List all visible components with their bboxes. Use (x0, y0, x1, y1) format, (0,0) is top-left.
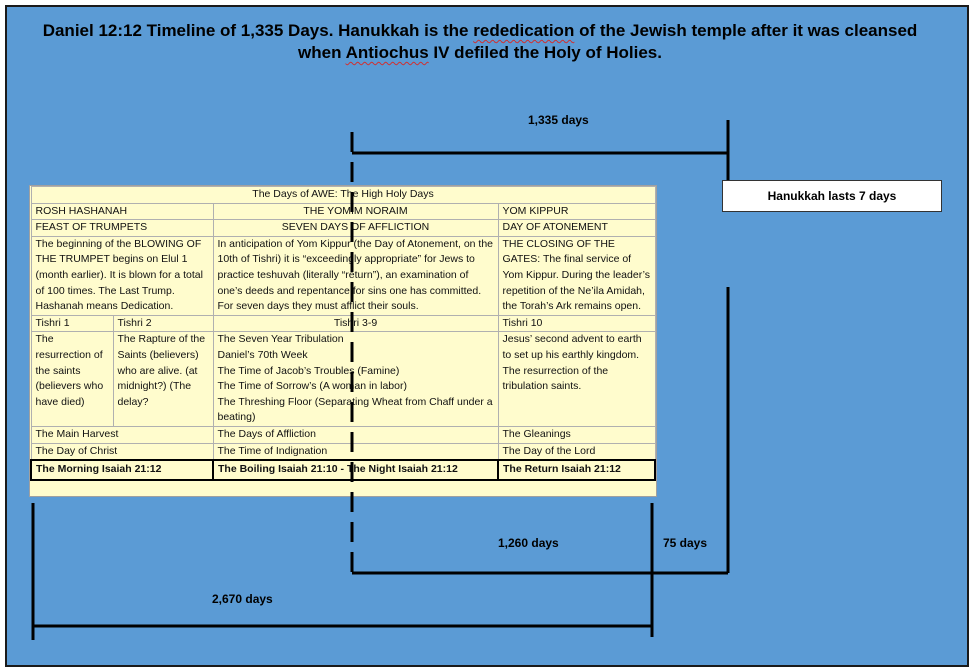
label-75-days: 75 days (663, 536, 708, 550)
table-header: The Days of AWE: The High Holy Days (31, 187, 655, 204)
label-1335-days: 1,335 days (528, 113, 589, 127)
cell-resurrection: The resurrection of the saints (believers who have died) (31, 332, 113, 427)
cell-tishri-10: Tishri 10 (498, 315, 655, 332)
cell-rapture: The Rapture of the Saints (believers) who are alive. (at midnight?) (The delay? (113, 332, 213, 427)
cell-tribulation: The Seven Year Tribulation Daniel’s 70th Week The Time of Jacob’s Troubles (Famine) The Time of Sorrow’s (A woman in labor) The Threshing Floor (Separating Wheat from Chaff under a beating) (213, 332, 498, 427)
cell-day-of-atonement: DAY OF ATONEMENT (498, 220, 655, 237)
cell-time-of-indignation: The Time of Indignation (213, 443, 498, 460)
cell-closing-gates-desc: THE CLOSING OF THE GATES: The final service of Yom Kippur. During the leader’s repetition of the Ne’ila Amidah, the Torah’s Ark remains open. (498, 236, 655, 315)
cell-rosh-hashanah: ROSH HASHANAH (31, 203, 213, 220)
cell-gleanings: The Gleanings (498, 426, 655, 443)
cell-tishri-2: Tishri 2 (113, 315, 213, 332)
cell-yom-kippur: YOM KIPPUR (498, 203, 655, 220)
cell-the-return: The Return Isaiah 21:12 (498, 460, 655, 480)
label-1260-days: 1,260 days (498, 536, 559, 550)
hanukkah-box: Hanukkah lasts 7 days (722, 180, 942, 212)
cell-day-of-christ: The Day of Christ (31, 443, 213, 460)
cell-teshuvah-desc: In anticipation of Yom Kippur (the Day of Atonement, on the 10th of Tishri) it is “exceedingly appropriate” for Jews to practice teshuvah (literally “return”), an examination of one’s deeds and repentance for sins one has committed. For seven days they must afflict their souls. (213, 236, 498, 315)
cell-tishri-1: Tishri 1 (31, 315, 113, 332)
high-holy-days-table (29, 185, 657, 497)
cell-trumpet-desc: The beginning of the BLOWING OF THE TRUMPET begins on Elul 1 (month earlier). It is blown for a total of 100 times. The Last Trump. Hashanah means Dedication. (31, 236, 213, 315)
cell-the-morning: The Morning Isaiah 21:12 (31, 460, 213, 480)
cell-tishri-3-9: Tishri 3-9 (213, 315, 498, 332)
cell-days-of-affliction: The Days of Affliction (213, 426, 498, 443)
cell-day-of-the-lord: The Day of the Lord (498, 443, 655, 460)
label-2670-days: 2,670 days (212, 592, 273, 606)
diagram-title: Daniel 12:12 Timeline of 1,335 Days. Hanukkah is the rededication of the Jewish temple after it was cleansed when Antiochus IV defiled the Holy of Holies. (42, 21, 918, 62)
cell-feast-of-trumpets: FEAST OF TRUMPETS (31, 220, 213, 237)
cell-main-harvest: The Main Harvest (31, 426, 213, 443)
cell-seven-days: SEVEN DAYS OF AFFLICTION (213, 220, 498, 237)
cell-yomim-noraim: THE YOMIM NORAIM (213, 203, 498, 220)
cell-second-advent: Jesus’ second advent to earth to set up his earthly kingdom. The resurrection of the tribulation saints. (498, 332, 655, 427)
cell-boiling-night: The Boiling Isaiah 21:10 - The Night Isaiah 21:12 (213, 460, 498, 480)
